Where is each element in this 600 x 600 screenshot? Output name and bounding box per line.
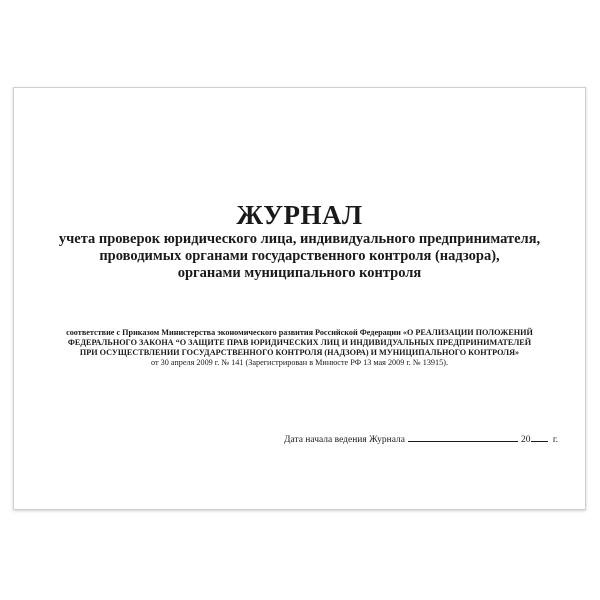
legal-basis <box>14 328 585 368</box>
legal-basis-line: ФЕДЕРАЛЬНОГО ЗАКОНА “О ЗАЩИТЕ ПРАВ ЮРИДИЧЕСКИХ ЛИЦ И ИНДИВИДУАЛЬНЫХ ПРЕДПРИНИМАТЕЛЕЙ <box>67 338 532 347</box>
legal-basis-line: соответствие с Приказом Министерства экономического развития Российской Федерации «О РЕАЛИЗАЦИИ ПОЛОЖЕНИЙ <box>66 328 533 337</box>
journal-subtitle <box>14 231 585 282</box>
start-date-label: Дата начала ведения Журнала <box>284 435 406 445</box>
journal-title: ЖУРНАЛ <box>236 200 363 230</box>
legal-basis-note: от 30 апреля 2009 г. № 141 (Зарегистрирован в Минюсте РФ 13 мая 2009 г. № 13915). <box>151 358 448 367</box>
subtitle-line: органами муниципального контроля <box>177 265 422 281</box>
legal-basis-line: ПРИ ОСУЩЕСТВЛЕНИИ ГОСУДАРСТВЕННОГО КОНТРОЛЯ (НАДЗОРА) И МУНИЦИПАЛЬНОГО КОНТРОЛЯ» <box>79 348 520 357</box>
year-blank-field <box>531 432 548 442</box>
year-prefix: 20 <box>521 435 531 445</box>
subtitle-line: учета проверок юридического лица, индивидуального предпринимателя, <box>58 231 541 247</box>
start-date-line <box>284 432 558 445</box>
journal-cover-sheet <box>13 87 586 510</box>
date-blank-field <box>408 432 518 442</box>
subtitle-line: проводимых органами государственного контроля (надзора), <box>99 248 500 264</box>
year-suffix: г. <box>552 435 559 445</box>
